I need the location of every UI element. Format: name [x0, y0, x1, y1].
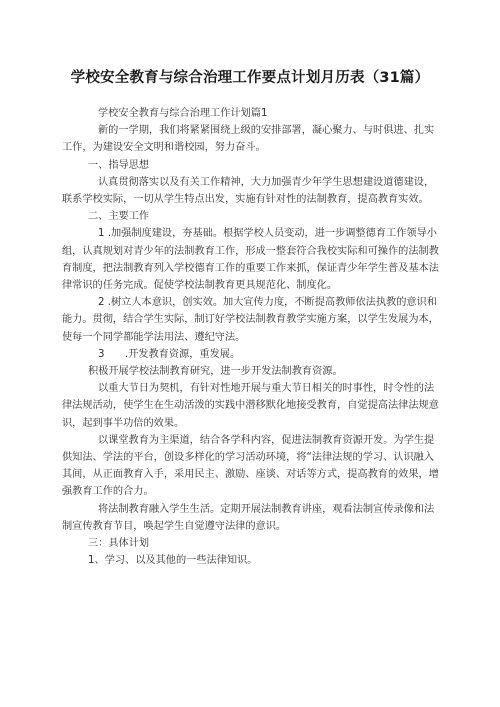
- section-heading: 学校安全教育与综合治理工作计划篇1: [98, 108, 268, 119]
- section-heading: 二、主要工作: [88, 211, 150, 223]
- numbered-paragraph: 3 .开发教育资源，重发展。: [98, 348, 241, 360]
- paragraph: 新的一学期，我们将紧紧围绕上级的安排部署，凝心聚力、与时俱进、扎实工作，为建设安全文明和谐校园，努力奋斗。: [62, 125, 435, 154]
- section-heading: 三：具体计划: [88, 538, 150, 550]
- paragraph: 以课堂教育为主渠道，结合各学科内容，促进法制教育资源开发。为学生提供知法、学法的平台，创设多样化的学习活动环境，将“法律法规的学习、认识融入其间，从正面教育入手，采用民主、激励、座谈、对话等方式，提高教育的效果，增强教育工作的合力。: [62, 434, 439, 498]
- numbered-paragraph: 1 .加强制度建设，夯基础。根据学校人员变动，进一步调整德育工作领导小组，认真规划对青少年的法制教育工作，形成一整套符合我校实际和可操作的法制教育制度，把法制教育列入学校德育工作的重要工作来抓，保证青少年学生普及基本法律常识的任务完成。促使学校法制教育更具规范化、制度化。: [62, 228, 439, 292]
- paragraph: 1、学习、以及其他的一些法律知识。: [88, 555, 258, 567]
- section-heading: 一、指导思想: [88, 159, 150, 171]
- paragraph: 以重大节日为契机，有针对性地开展与重大节日相关的时事性，时令性的法律法规活动，使学生在生动活泼的实践中潜移默化地接受教育，自觉提高法律法规意识，起到事半功倍的效果。: [62, 383, 439, 429]
- paragraph: 认真贯彻落实以及有关工作精神，大力加强青少年学生思想建设道德建设，联系学校实际，一切从学生特点出发，实施有针对性的法制教育，提高教育实效。: [62, 176, 435, 206]
- paragraph: 积极开展学校法制教育研究，进一步开发法制教育资源。: [88, 366, 343, 378]
- document-body: [62, 105, 444, 569]
- page-title: 学校安全教育与综合治理工作要点计划月历表（31篇）: [70, 70, 430, 86]
- numbered-paragraph: 2 .树立人本意识，创实效。加大宣传力度，不断提高教师依法执教的意识和能力。贯彻，结合学生实际，制订好学校法制教育教学实施方案，以学生发展为本，使每一个同学都能学法用法、遵纪守法。: [62, 297, 439, 343]
- paragraph: 将法制教育融入学生生活。定期开展法制教育讲座，观看法制宣传录像和法制宣传教育节目，唤起学生自觉遵守法律的意识。: [62, 503, 435, 532]
